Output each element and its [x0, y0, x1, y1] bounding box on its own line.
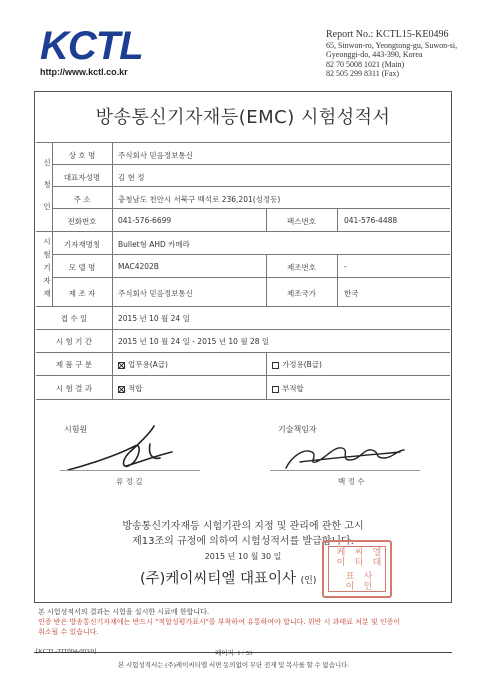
- address-value: 충청남도 천안시 서북구 백석로 236,201(성정동): [118, 195, 281, 204]
- checkbox-empty-icon[interactable]: [272, 386, 279, 393]
- page-number: 페이지: 1 / 53: [215, 650, 253, 657]
- receipt-label: 접 수 일: [60, 314, 88, 323]
- receipt-date: 2015 년 10 월 24 일: [118, 314, 190, 323]
- period-value: 2015 년 10 월 24 일 - 2015 년 10 월 28 일: [118, 337, 270, 346]
- tester-signature: [60, 420, 190, 484]
- tester-name: 류 정 길: [116, 477, 143, 486]
- period-label: 시 험 기 간: [55, 337, 93, 346]
- company-name-value: 주식회사 믿음정보통신: [118, 151, 193, 160]
- result-option-pass[interactable]: 적합: [118, 383, 143, 394]
- note-3: 취소될 수 있습니다.: [38, 628, 99, 636]
- tester-label: 시험원: [64, 425, 88, 434]
- fax-label: 팩스번호: [287, 217, 316, 226]
- note-1: 본 시험성적서의 결과는 시험을 실시한 시료에 한합니다.: [38, 608, 210, 616]
- kctl-logo: KCTL: [40, 24, 143, 68]
- checkbox-checked-icon[interactable]: [118, 362, 125, 369]
- manager-name: 백 정 수: [338, 477, 365, 486]
- manager-signature-line: [270, 470, 420, 471]
- copyright-note: 본 시험성적서는 (주)케이씨티엘 서면 동의없이 무단 전재 및 복사를 할 수 없습니다.: [118, 662, 350, 669]
- serial-label: 제조번호: [287, 263, 316, 272]
- address-line: 82 70 5008 1021 (Main): [326, 59, 405, 69]
- phone-label: 전화번호: [67, 217, 97, 226]
- issue-date: 2015 년 10 월 30 일: [204, 552, 282, 561]
- address-line: 65, Sinwon-ro, Yeongtong-gu, Suwon-si,: [326, 40, 458, 50]
- representative-value: 김 현 정: [118, 173, 145, 182]
- class-option-a[interactable]: 업무용(A급): [118, 359, 168, 370]
- checkbox-empty-icon[interactable]: [272, 362, 279, 369]
- model-value: MAC4202B: [118, 262, 159, 271]
- report-info: [326, 30, 457, 79]
- maker-value: 주식회사 믿음정보통신: [118, 289, 193, 298]
- applicant-section-label: 신 청 인: [43, 158, 51, 211]
- fax-value: 041-576-4488: [344, 216, 398, 225]
- address-label: 주 소: [73, 195, 91, 204]
- result-label: 시 험 결 과: [55, 384, 93, 393]
- statement-line-1: 방송통신기자재등 시험기관의 지정 및 관리에 관한 고시: [122, 521, 364, 532]
- equipment-name-label: 기자재명칭: [63, 240, 101, 249]
- tester-signature-line: [60, 470, 200, 471]
- country-value: 한국: [344, 289, 359, 298]
- form-code: [KCTL-TIT004-003/0]: [36, 648, 97, 655]
- maker-label: 제 조 자: [68, 289, 96, 298]
- statement-line-2: 제13조의 규정에 의하여 시험성적서를 발급합니다.: [132, 536, 354, 547]
- model-label: 모 델 명: [68, 263, 96, 272]
- certificate-title: 방송통신기자재등(EMC) 시험성적서: [95, 107, 391, 128]
- report-number: Report No.: KCTL15-KE0496: [326, 29, 449, 40]
- equipment-section-label: 시 험 기 자 재: [43, 237, 51, 298]
- note-2: 인증 받은 방송통신기자재에는 반드시 "적합성평가표시"를 부착하여 유통하여야 합니다. 위반 시 과태료 처분 및 인증이: [38, 618, 401, 626]
- phone-value: 041-576-6699: [118, 216, 172, 225]
- seal-mark: (인): [300, 576, 317, 586]
- country-label: 제조국가: [287, 289, 316, 298]
- ceo-name: (주)케이씨티엘 대표이사 (인): [140, 571, 317, 587]
- kctl-url[interactable]: http://www.kctl.co.kr: [40, 67, 128, 77]
- address-line: 82 505 299 8311 (Fax): [326, 69, 400, 78]
- serial-value: -: [344, 262, 347, 271]
- checkbox-checked-icon[interactable]: [118, 386, 125, 393]
- company-seal: 케이 씨티 엘대 표이 사인: [322, 540, 392, 598]
- equipment-name-value: Bullet형 AHD 카메라: [118, 240, 190, 249]
- manager-label: 기술책임자: [278, 425, 317, 434]
- result-option-fail[interactable]: 부적합: [272, 383, 304, 394]
- representative-label: 대표자성명: [63, 173, 101, 182]
- company-name-label: 상 호 명: [68, 151, 96, 160]
- address-line: Gyeonggi-do, 443-390, Korea: [326, 50, 423, 59]
- class-option-b[interactable]: 가정용(B급): [272, 359, 322, 370]
- product-class-label: 제 품 구 분: [55, 360, 93, 369]
